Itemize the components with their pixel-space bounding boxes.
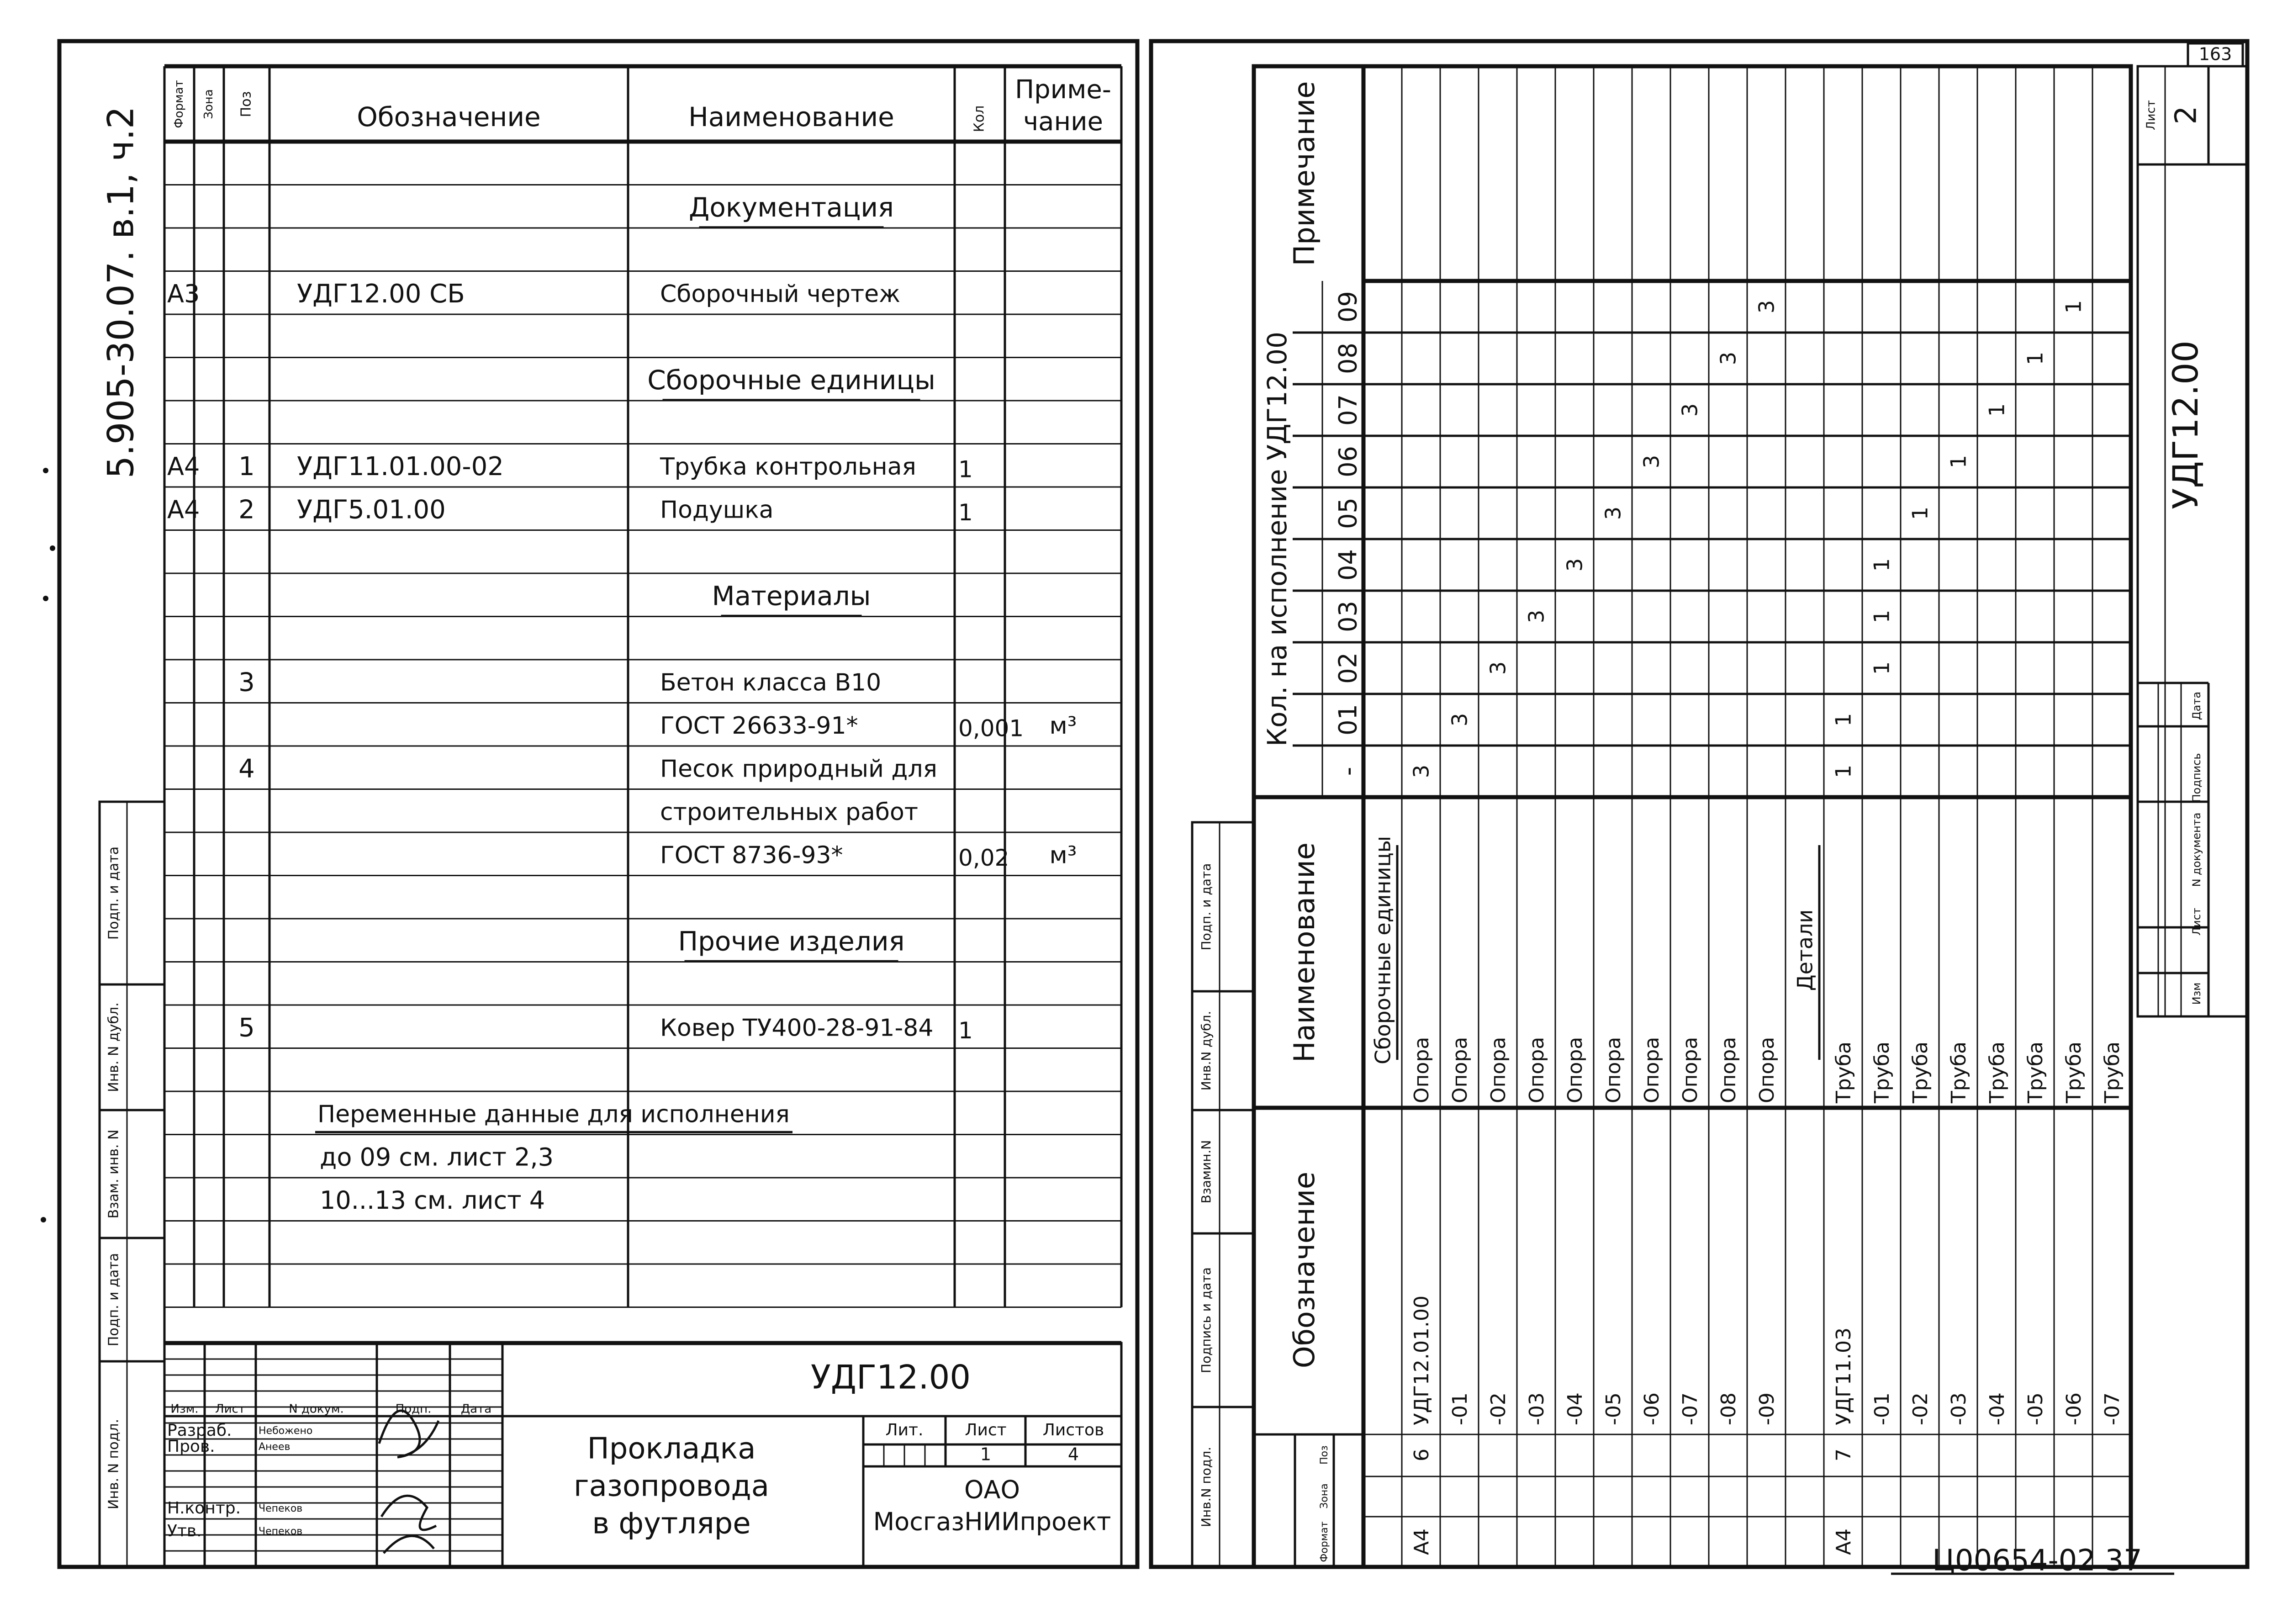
row-name: Опора bbox=[1602, 1037, 1625, 1103]
row-name: Труба bbox=[1986, 1042, 2009, 1103]
variable-data-line: до 09 см. лист 2,3 bbox=[320, 1143, 554, 1172]
qty-cell: 1 bbox=[1869, 558, 1894, 572]
row-designation: УДГ12.00 СБ bbox=[297, 279, 465, 309]
row-pos: 7 bbox=[1832, 1449, 1855, 1461]
margin-mark bbox=[50, 545, 55, 551]
header-pos: Поз bbox=[1319, 1445, 1330, 1465]
right-table-frame bbox=[1254, 66, 2131, 1567]
title-block-col-header: Изм. bbox=[170, 1402, 199, 1416]
row-note: м³ bbox=[1049, 712, 1077, 740]
row-name: Опора bbox=[1448, 1037, 1472, 1103]
variant-label: 02 bbox=[1333, 652, 1363, 684]
header-note: чание bbox=[1023, 107, 1103, 137]
row-pos: 4 bbox=[238, 754, 255, 784]
side-stamp-label: Инв.N дубл. bbox=[1199, 1010, 1214, 1091]
side-stamp-label: Инв. N подл. bbox=[106, 1418, 122, 1510]
row-designation: -09 bbox=[1755, 1392, 1779, 1425]
qty-cell: 1 bbox=[1869, 609, 1894, 624]
title-block-role: Утв. bbox=[167, 1522, 202, 1540]
stamp-col-label: Лист bbox=[2190, 908, 2203, 936]
section-heading: Материалы bbox=[712, 580, 871, 612]
organization: МосгазНИИпроект bbox=[873, 1507, 1111, 1536]
right-sheet bbox=[1151, 41, 2247, 1567]
document-code-vertical: 5.905-30.07. в.1, ч.2 bbox=[100, 106, 142, 479]
row-name: Опора bbox=[1564, 1037, 1587, 1103]
row-designation: -01 bbox=[1448, 1392, 1472, 1425]
row-name: Труба bbox=[1832, 1042, 1855, 1103]
row-designation: -03 bbox=[1525, 1392, 1548, 1425]
row-name: Труба bbox=[1909, 1042, 1932, 1103]
variant-label: 04 bbox=[1333, 549, 1363, 581]
title-block-doc-title: газопровода bbox=[574, 1469, 769, 1503]
header-name: Наименование bbox=[688, 101, 894, 133]
row-pos: 6 bbox=[1410, 1449, 1433, 1461]
stamp-col-label: N документа bbox=[2190, 812, 2203, 887]
qty-cell: 3 bbox=[1524, 609, 1549, 624]
sheet-label: Лист bbox=[965, 1421, 1007, 1439]
row-pos: 1 bbox=[238, 451, 255, 481]
title-block-role: Н.контр. bbox=[167, 1499, 241, 1518]
title-block-person: Чепеков bbox=[259, 1503, 303, 1514]
left-sheet bbox=[59, 41, 1137, 1567]
row-designation: -04 bbox=[1564, 1392, 1587, 1425]
variant-label: 07 bbox=[1333, 394, 1363, 426]
qty-cell: 1 bbox=[2061, 300, 2086, 314]
row-name: Опора bbox=[1679, 1037, 1702, 1103]
variant-label: 09 bbox=[1333, 291, 1363, 323]
sheets-label: Листов bbox=[1042, 1421, 1104, 1439]
section-heading: Документация bbox=[689, 191, 894, 223]
row-designation: УДГ11.01.00-02 bbox=[297, 451, 504, 481]
row-qty: 1 bbox=[958, 1017, 973, 1044]
title-block-role: Разраб. bbox=[167, 1421, 232, 1440]
variant-label: - bbox=[1333, 767, 1363, 776]
qty-cell: 1 bbox=[1831, 713, 1856, 727]
header-designation: Обозначение bbox=[1288, 1171, 1321, 1369]
row-format: А3 bbox=[167, 279, 200, 308]
row-format: А4 bbox=[1410, 1528, 1433, 1555]
row-name: Сборочный чертеж bbox=[660, 280, 900, 308]
row-pos: 5 bbox=[238, 1013, 255, 1043]
qty-cell: 3 bbox=[1409, 764, 1434, 778]
header-format: Формат bbox=[172, 80, 186, 128]
row-designation: -06 bbox=[1640, 1392, 1664, 1425]
document-code: УДГ12.00 bbox=[2165, 340, 2206, 509]
row-designation: -01 bbox=[1870, 1392, 1894, 1425]
row-name: Опора bbox=[1410, 1037, 1433, 1103]
left-sheet-frame bbox=[59, 41, 1137, 1567]
side-stamp-label: Взам. инв. N bbox=[106, 1129, 122, 1219]
row-name: ГОСТ 8736-93* bbox=[660, 841, 843, 869]
header-format: Формат bbox=[1319, 1521, 1330, 1562]
organization: ОАО bbox=[964, 1475, 1020, 1504]
lit-label: Лит. bbox=[885, 1421, 924, 1439]
qty-cell: 1 bbox=[1869, 661, 1894, 675]
title-block-col-header: Лист bbox=[215, 1402, 245, 1416]
sheet-number: 2 bbox=[2169, 106, 2203, 125]
variant-label: 08 bbox=[1333, 343, 1363, 374]
sheet-label: Лист bbox=[2144, 100, 2158, 130]
section-heading: Сборочные единицы bbox=[1370, 836, 1395, 1065]
row-note: м³ bbox=[1049, 841, 1077, 869]
row-designation: -04 bbox=[1986, 1392, 2009, 1425]
side-stamp-label: Взамин.N bbox=[1199, 1140, 1214, 1204]
qty-cell: 1 bbox=[1984, 403, 2009, 417]
row-designation: -07 bbox=[1679, 1392, 1702, 1425]
handwritten-signatures bbox=[379, 1411, 438, 1553]
title-block-col-header: N докум. bbox=[289, 1402, 344, 1416]
section-heading: Прочие изделия bbox=[678, 926, 905, 957]
row-designation: -06 bbox=[2062, 1392, 2086, 1425]
title-block-col-header: Подп. bbox=[395, 1402, 432, 1416]
sheet-number: 1 bbox=[980, 1444, 992, 1465]
qty-cell: 3 bbox=[1447, 713, 1472, 727]
header-note: Примечание bbox=[1288, 81, 1321, 266]
row-qty: 1 bbox=[958, 499, 973, 526]
qty-cell: 3 bbox=[1677, 403, 1702, 417]
row-name: Труба bbox=[2024, 1042, 2047, 1103]
qty-cell: 3 bbox=[1485, 661, 1511, 675]
variable-data-title: Переменные данные для исполнения bbox=[317, 1100, 790, 1128]
row-name: Ковер ТУ400-28-91-84 bbox=[660, 1014, 934, 1042]
variable-data-line: 10...13 см. лист 4 bbox=[320, 1185, 545, 1215]
variant-label: 03 bbox=[1333, 601, 1363, 632]
section-heading: Детали bbox=[1792, 909, 1817, 991]
section-heading: Сборочные единицы bbox=[647, 364, 935, 396]
header-zone: Зона bbox=[202, 89, 216, 119]
qty-cell: 3 bbox=[1716, 351, 1741, 365]
side-stamp-label: Подпись и дата bbox=[1199, 1267, 1214, 1373]
row-name: Подушка bbox=[660, 496, 774, 524]
qty-cell: 1 bbox=[2023, 351, 2048, 365]
handwritten-archive-number: Ц00654-02 37 bbox=[1932, 1544, 2142, 1578]
row-name: Опора bbox=[1487, 1037, 1510, 1103]
row-designation: УДГ12.01.00 bbox=[1410, 1296, 1433, 1425]
qty-cell: 1 bbox=[1831, 764, 1856, 778]
row-format: А4 bbox=[1832, 1528, 1855, 1555]
row-designation: -03 bbox=[1947, 1392, 1971, 1425]
side-stamp-label: Инв. N дубл. bbox=[106, 1002, 122, 1092]
row-name: Опора bbox=[1525, 1037, 1548, 1103]
side-stamp-label: Подп. и дата bbox=[106, 1253, 122, 1347]
row-name: Опора bbox=[1755, 1037, 1779, 1103]
row-designation: -05 bbox=[1602, 1392, 1625, 1425]
row-designation: УДГ11.03 bbox=[1832, 1328, 1855, 1425]
row-name: Опора bbox=[1717, 1037, 1740, 1103]
margin-mark bbox=[43, 468, 48, 473]
row-name: Труба bbox=[1870, 1042, 1894, 1103]
sheet-corner-number: 163 bbox=[2198, 44, 2232, 64]
stamp-col-label: Подпись bbox=[2190, 753, 2203, 803]
header-designation: Обозначение bbox=[357, 101, 541, 133]
row-name: Опора bbox=[1640, 1037, 1664, 1103]
title-block-person: Чепеков bbox=[259, 1526, 303, 1537]
stamp-col-label: Изм bbox=[2190, 982, 2203, 1005]
row-designation: -07 bbox=[2101, 1392, 2124, 1425]
qty-cell: 3 bbox=[1754, 300, 1779, 314]
margin-mark bbox=[41, 1217, 46, 1222]
side-stamp-label: Инв.N подл. bbox=[1199, 1446, 1214, 1528]
header-note: Приме- bbox=[1015, 75, 1111, 105]
row-designation: -02 bbox=[1909, 1392, 1932, 1425]
variant-label: 06 bbox=[1333, 446, 1363, 477]
row-name: строительных работ bbox=[660, 798, 919, 826]
row-designation: УДГ5.01.00 bbox=[297, 495, 446, 525]
sheet-misc bbox=[41, 43, 2243, 1578]
row-name: ГОСТ 26633-91* bbox=[660, 712, 858, 740]
row-qty: 0,001 bbox=[958, 715, 1024, 742]
row-format: А4 bbox=[167, 495, 200, 524]
qty-cell: 3 bbox=[1562, 558, 1587, 572]
row-format: А4 bbox=[167, 452, 200, 481]
row-designation: -02 bbox=[1487, 1392, 1510, 1425]
row-designation: -05 bbox=[2024, 1392, 2047, 1425]
header-name: Наименование bbox=[1288, 842, 1321, 1063]
margin-mark bbox=[43, 596, 48, 601]
title-block-person: Анеев bbox=[259, 1441, 291, 1453]
qty-cell: 3 bbox=[1601, 506, 1626, 520]
row-pos: 2 bbox=[238, 495, 255, 525]
row-pos: 3 bbox=[238, 667, 255, 698]
title-block-person: Небожено bbox=[259, 1425, 313, 1437]
row-name: Труба bbox=[1947, 1042, 1971, 1103]
stamp-col-label: Дата bbox=[2190, 691, 2203, 720]
header-qty: Кол bbox=[971, 105, 988, 132]
row-name: Песок природный для bbox=[660, 755, 937, 783]
side-stamp-label: Подп. и дата bbox=[106, 846, 122, 940]
qty-cell: 1 bbox=[1946, 455, 1971, 469]
variant-label: 01 bbox=[1333, 704, 1363, 735]
variant-label: 05 bbox=[1333, 497, 1363, 529]
sheets-count: 4 bbox=[1067, 1444, 1079, 1465]
qty-cell: 3 bbox=[1639, 455, 1664, 469]
title-block-role: Пров. bbox=[167, 1437, 215, 1456]
row-name: Бетон класса В10 bbox=[660, 669, 882, 697]
qty-cell: 1 bbox=[1907, 506, 1933, 520]
header-zone: Зона bbox=[1319, 1483, 1330, 1509]
row-name: Труба bbox=[2101, 1042, 2124, 1103]
row-qty: 1 bbox=[958, 456, 973, 483]
title-block-col-header: Дата bbox=[460, 1402, 492, 1416]
row-designation: -08 bbox=[1717, 1392, 1740, 1425]
header-qty-title: Кол. на исполнение УДГ12.00 bbox=[1262, 332, 1293, 746]
row-qty: 0,02 bbox=[958, 844, 1009, 871]
title-block-doc-title: Прокладка bbox=[587, 1432, 756, 1466]
side-stamp-label: Подп. и дата bbox=[1199, 863, 1214, 951]
title-block-code: УДГ12.00 bbox=[810, 1358, 971, 1397]
title-block-doc-title: в футляре bbox=[592, 1507, 751, 1541]
row-name: Труба bbox=[2062, 1042, 2086, 1103]
row-name: Трубка контрольная bbox=[660, 453, 916, 481]
header-pos: Поз bbox=[238, 91, 254, 117]
